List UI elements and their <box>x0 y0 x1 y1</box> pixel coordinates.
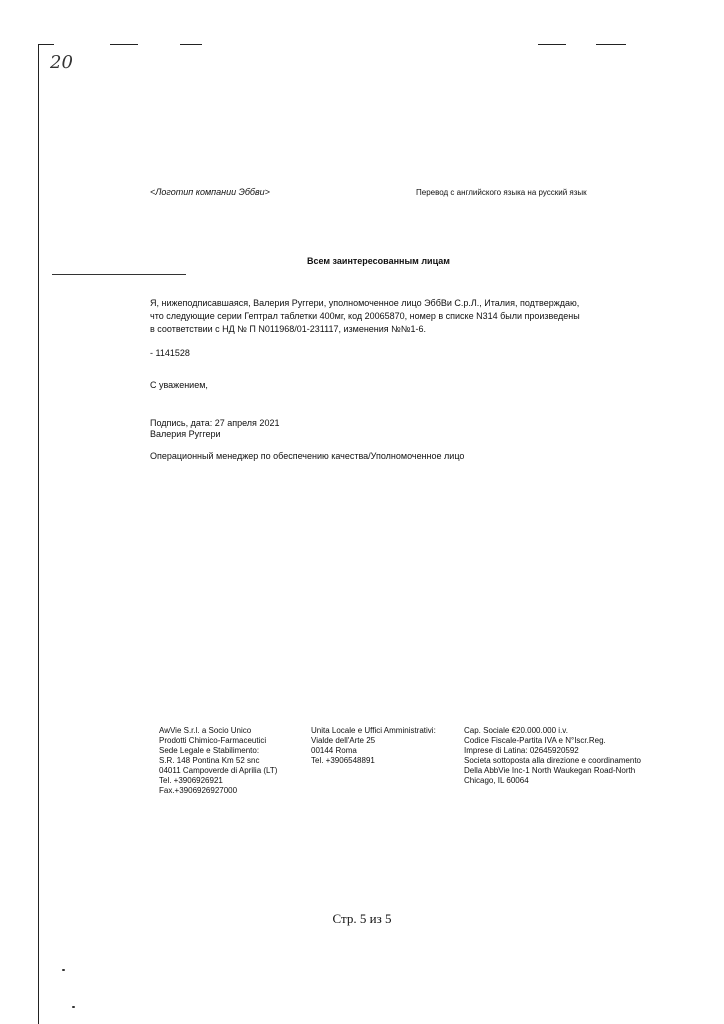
footer-line: 04011 Campoverde di Aprilia (LT) <box>159 766 278 775</box>
footer-line: 00144 Roma <box>311 746 357 755</box>
scan-border-left <box>38 44 39 1024</box>
handwritten-page-number: 20 <box>50 52 73 73</box>
footer-line: AwVie S.r.l. a Socio Unico <box>159 726 252 735</box>
batch-number: - 1141528 <box>150 348 190 358</box>
footer-line: Vialde dell'Arte 25 <box>311 736 376 745</box>
footer-line: Cap. Sociale €20.000.000 i.v. <box>464 726 568 735</box>
footer-company-info <box>159 726 277 796</box>
scan-border-top-1 <box>38 44 54 45</box>
scan-border-top-3 <box>180 44 202 45</box>
footer-line: Unita Locale e Uffici Amministrativi: <box>311 726 436 735</box>
footer-legal-info <box>464 726 641 786</box>
footer-line: Imprese di Latina: 02645920592 <box>464 746 579 755</box>
footer-line: Codice Fiscale-Partita IVA e N°Iscr.Reg. <box>464 736 606 745</box>
footer-line: S.R. 148 Pontina Km 52 snc <box>159 756 260 765</box>
footer-line: Prodotti Chimico-Farmaceutici <box>159 736 267 745</box>
footer-line: Chicago, IL 60064 <box>464 776 529 785</box>
company-logo-placeholder: <Логотип компании Эббви> <box>150 187 270 197</box>
footer-line: Della AbbVie Inc-1 North Waukegan Road-North <box>464 766 636 775</box>
footer-line: Tel. +3906548891 <box>311 756 375 765</box>
closing-line: С уважением, <box>150 380 208 390</box>
body-line: что следующие серии Гептрал таблетки 400мг, код 20065870, номер в списке N314 были произведены <box>150 311 580 321</box>
body-line: в соответствии с НД № П N011968/01-231117, изменения №№1-6. <box>150 324 426 334</box>
translation-note: Перевод с английского языка на русский язык <box>416 188 587 197</box>
scan-speck <box>72 1006 75 1008</box>
divider-line <box>52 274 186 275</box>
footer-office-info <box>311 726 436 766</box>
letter-body <box>150 297 630 336</box>
footer-line: Fax.+3906926927000 <box>159 786 238 795</box>
footer-line: Sede Legale e Stabilimento: <box>159 746 260 755</box>
scan-speck <box>62 969 65 971</box>
footer-line: Tel. +3906926921 <box>159 776 223 785</box>
signatory-name: Валерия Руггери <box>150 429 221 439</box>
signatory-position: Операционный менеджер по обеспечению качества/Уполномоченное лицо <box>150 451 465 461</box>
scan-border-top-2 <box>110 44 138 45</box>
page-number: Стр. 5 из 5 <box>332 911 392 926</box>
scan-border-top-4 <box>538 44 566 45</box>
body-line: Я, нижеподписавшаяся, Валерия Руггери, уполномоченное лицо ЭббВи С.р.Л., Италия, подтверждаю, <box>150 298 580 308</box>
signature-block <box>150 418 279 440</box>
letter-heading: Всем заинтересованным лицам <box>307 256 450 266</box>
footer-line: Societa sottoposta alla direzione e coordinamento <box>464 756 641 765</box>
signature-date: Подпись, дата: 27 апреля 2021 <box>150 418 280 428</box>
scan-border-top-5 <box>596 44 626 45</box>
